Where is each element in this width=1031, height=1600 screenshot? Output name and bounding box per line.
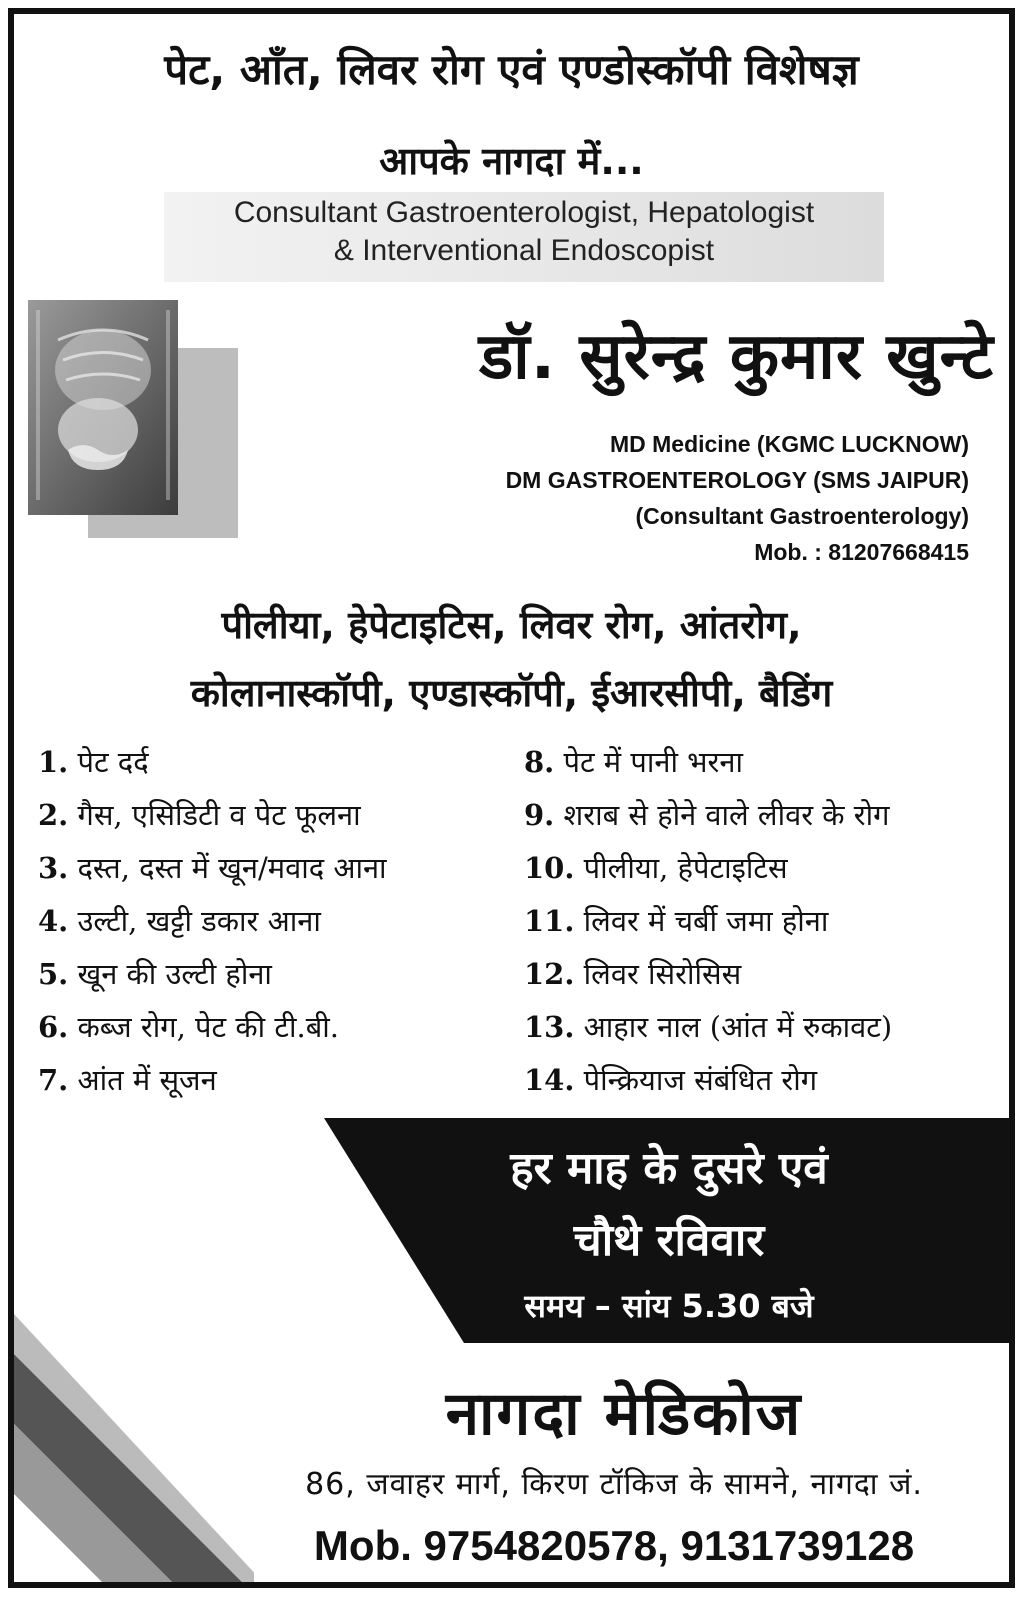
qualification-md: MD Medicine (KGMC LUCKNOW)	[609, 431, 969, 457]
list-item: 3. दस्त, दस्त में खून/मवाद आना	[38, 851, 387, 885]
list-item: 5. खून की उल्टी होना	[38, 957, 272, 991]
services-line-2: कोलानास्कॉपी, एण्डास्कॉपी, ईआरसीपी, बैडिंग	[190, 671, 833, 715]
doctor-qualifications	[506, 426, 969, 570]
services-line-1: पीलीया, हेपेटाइटिस, लिवर रोग, आंतरोग,	[221, 603, 802, 647]
list-item: 8. पेट में पानी भरना	[524, 745, 744, 779]
poster	[8, 8, 1015, 1588]
doctor-name: डॉ. सुरेन्द्र कुमार खुन्टे	[478, 320, 994, 394]
schedule-line-1: हर माह के दुसरे एवं	[510, 1143, 828, 1194]
list-item: 7. आंत में सूजन	[38, 1063, 217, 1097]
list-item: 6. कब्ज रोग, पेट की टी.बी.	[38, 1010, 339, 1044]
venue-mobile: Mob. 9754820578, 9131739128	[313, 1522, 915, 1569]
list-item: 1. पेट दर्द	[38, 745, 149, 779]
venue-name: नागदा मेडिकोज	[445, 1379, 803, 1449]
list-item: 4. उल्टी, खट्टी डकार आना	[38, 904, 321, 938]
conditions-list-left	[38, 736, 518, 1107]
list-item: 14. पेन्क्रियाज संबंधित रोग	[524, 1063, 818, 1097]
consultant-line-2: & Interventional Endoscopist	[333, 234, 715, 267]
consultant-title	[164, 194, 884, 270]
list-item: 13. आहार नाल (आंत में रुकावट)	[524, 1010, 893, 1044]
qualification-consultant: (Consultant Gastroenterology)	[635, 503, 969, 529]
list-item: 10. पीलीया, हेपेटाइटिस	[524, 851, 788, 885]
list-item: 11. लिवर में चर्बी जमा होना	[524, 904, 829, 938]
doctor-mobile: Mob. : 81207668415	[754, 539, 969, 565]
venue-address: 86, जवाहर मार्ग, किरण टॉकिज के सामने, नागदा जं.	[305, 1467, 923, 1502]
list-item: 9. शराब से होने वाले लीवर के रोग	[524, 798, 890, 832]
headline-specialist: पेट, आँत, लिवर रोग एवं एण्डोस्कॉपी विशेषज्ञ	[164, 45, 859, 94]
anatomy-illustration	[28, 300, 238, 540]
qualification-dm: DM GASTROENTEROLOGY (SMS JAIPUR)	[505, 467, 969, 493]
consultant-line-1: Consultant Gastroenterologist, Hepatologist	[233, 196, 815, 229]
list-item: 12. लिवर सिरोसिस	[524, 957, 742, 991]
list-item: 2. गैस, एसिडिटी व पेट फूलना	[38, 798, 361, 832]
schedule-line-2: चौथे रविवार	[573, 1215, 765, 1266]
conditions-list-right	[524, 736, 1014, 1107]
headline-location: आपके नागदा में...	[379, 139, 644, 183]
schedule-time: समय – सांय 5.30 बजे	[524, 1287, 814, 1325]
